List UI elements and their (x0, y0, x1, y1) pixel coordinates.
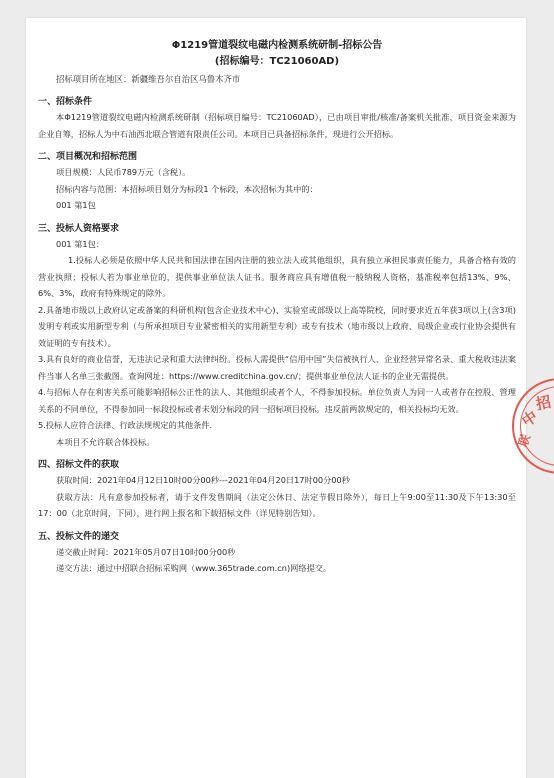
seal-char: 联 (515, 432, 534, 449)
conditions-paragraph: 本Φ1219管道裂纹电磁内检测系统研制（招标项目编号：TC21060AD），已由项目审批/核准/备案机关批准，项目资金来源为企业自筹，招标人为中石油西北联合管道有限责任公司。本项目已具备招标条件，现进行公开招标。 (38, 112, 516, 139)
section-heading-documents: 四、招标文件的获取 (38, 460, 120, 470)
section-heading-submission: 五、投标文件的递交 (38, 531, 120, 542)
document-page (26, 18, 526, 778)
lot-item: 001 第1包 (56, 200, 96, 210)
consortium-note: 本项目不允许联合体投标。 (56, 436, 155, 447)
document-title: Φ1219管道裂纹电磁内检测系统研制-招标公告 (171, 40, 383, 51)
section-heading-qualification: 三、投标人资格要求 (38, 223, 120, 234)
requirement-1: 1.投标人必须是依照中华人民共和国法律在国内注册的独立法人或其他组织，具有独立承担民事责任能力，具备合格有效的营业执照；投标人若为事业单位的，提供事业单位法人证书。服务商应具有增值税一般纳税人资格，基准税率包括13%、9%、6%、3%，政府有特殊规定的除外。 (38, 255, 516, 298)
seal-char: 招 (534, 392, 553, 414)
submission-method: 递交方法：通过中招联合招标采购网（www.365trade.com.cn)网络提交。 (56, 563, 332, 573)
tender-number: (招标编号：TC21060AD) (214, 56, 340, 67)
requirement-5: 5.投标人应符合法律、行政法规规定的其他条件. (38, 420, 213, 430)
seal-char: 中 (518, 407, 542, 431)
requirement-4: 4.与招标人存在利害关系可能影响招标公正性的法人、其他组织或者个人，不得参加投标。单位负责人为同一人或者存在控股、管理关系的不同单位，不得参加同一标段投标或者未划分标段的同一招标项目投标。违反前两款规定的，相关投标均无效。 (38, 387, 516, 414)
announcement-body (38, 38, 516, 577)
project-scale: 项目规模：人民币789万元（含税）。 (56, 167, 191, 177)
document-acquisition-time: 获取时间：2021年04月12日10时00分00秒---2021年04月20日17时00分00秒 (56, 475, 350, 485)
document-acquisition-method: 获取方法：凡有意参加投标者，请于文件发售期间（法定公休日、法定节假日除外），每日上午9:00至11:30及下午13:30至17：00（北京时间，下同），进行网上报名和下载招标文件（详见特别告知）。 (38, 491, 516, 518)
project-scope: 招标内容与范围：本招标项目划分为标段1 个标段，本次招标为其中的： (56, 183, 318, 194)
section-heading-overview: 二、项目概况和招标范围 (38, 152, 138, 162)
section-heading-conditions: 一、招标条件 (38, 97, 93, 107)
requirement-2: 2.具备地市级以上政府认定或备案的科研机构(包含企业技术中心)、实验室或部级以上高等院校，同时要求近五年获3项以上(含3项)发明专利或实用新型专利（与所承担项目专业紧密相关的实用新型专利）或专有技术（地市级以上政府、局级企业或行业协会提供有效证明的专有技术）。 (38, 304, 516, 348)
requirement-3: 3.具有良好的商业信誉，无违法记录和重大法律纠纷。投标人需提供“信用中国”失信被执行人、企业经营异常名录、重大税收违法案件当事人名单三张截图。查询网址：https://www.creditchina.gov.cn/；提供事业单位法人证书的企业无需提供。 (38, 354, 516, 381)
qualification-lot: 001 第1包： (56, 238, 105, 249)
project-location: 招标项目所在地区：新疆维吾尔自治区乌鲁木齐市 (56, 74, 241, 84)
submission-deadline: 递交截止时间：2021年05月07日10时00分00秒 (56, 546, 236, 557)
